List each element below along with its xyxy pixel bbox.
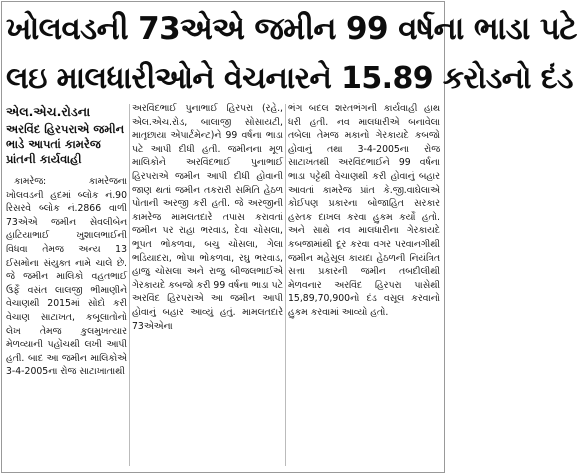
column-3-text: ભંગ બદલ શરતભંગની કાર્યવાહી હાથ ધરી હતી. નવ માલધારીએ બનાવેલા તબેલા તેમજ મકાનો ગેરકાયદે કબજો હોવાનું તથા 3-4-2005ના રોજ સાટાખતથી અરવિંદભાઈને 99 વર્ષના ભાડા પટ્ટેથી વેચાણથી કરી હોવાનું બહાર આવતાં કામરેજ પ્રાંત કે.જી.વાઘેલાએ કોઈપણ પ્રકારના બોજાહિત સરકાર હસ્તક દાખલ કરવા હુકમ કર્યો હતો. અને સાથે નવ માલધારીના ગેરકાયદે કબજામાંથી દૂર કરવા વગર પરવાનગીથી જમીન મહેસૂલ કાયદા હેઠળની નિયંત્રિત સત્તા પ્રકારની જમીન તબદીલીથી મેળવનાર અરવિંદ હિરપરા પાસેથી 15,89,70,900નો દંડ વસૂલ કરવાનો હુકમ કરવામાં આવ્યો હતો. [288,103,440,318]
column-divider [285,104,286,466]
article-column-3 [288,102,440,470]
byline: એલ.એચ.રોડના [6,104,91,119]
article-column-1 [6,102,127,470]
headline-line-2: લઇ માલધારીઓને વેચનારને 15.89 કરોડનો દંડ [6,61,573,96]
subheading: અરવિંદ હિરપરાએ જમીન ભાડે આપતાં કામરેજ પ્રાંતની કાર્યવાહી [6,122,125,166]
column-1-text: કામરેજ: કામરેજના ખોલવડની હદમાં બ્લોક નં.90 રિસરવે બ્લોક નં.2866 વાળી 73એએ જમીન સેવલીબેન હાટિયાભાઈ ખુશાલભાઈની વિધવા તેમજ અન્ય 13 ઈસમોના સંયુક્ત નામે ચાલે છે. જે જમીન માલિકો વહતભાઈ ઉર્ફે વસંત લાલજી ભીમાણીને વેચાણથી 2015માં સોદો કરી વેચાણ સાટાખત, કબૂલાતોનો લેખ તેમજ કુલમુખત્યાર મેળવ્યાની પહોંચથી લખી આપી હતી. બાદ આ જમીન માલિકોએ 3-4-2005ના રોજ સાટાખાતાથી [6,176,127,378]
headline-line-1: ખોલવડની 73એએ જમીન 99 વર્ષના ભાડા પટે [6,11,577,47]
column-2-text: અરવિંદભાઈ પુનાભાઈ હિરપરા (રહે., એલ.એચ.રોડ, બાલાજી સોસાયટી, માતૃછાયા એપાર્ટમેન્ટ)ને 99 વર્ષના ભાડા પટે આપી દીધી હતી. જમીનના મૂળ માલિકોને અરવિંદભાઈ પુનાભાઈ હિરપરાએ જમીન આપી દીધી હોવાની જાણ થતાં જમીન તકરારી સમિતિ હેઠળ પોતાની અરજી કરી હતી. જે અરજીની કામરેજ મામલતદારે તપાસ કરાવતાં જમીન પર રાહા ભરવાડ, દેવા ચોસલા, ભૂપત ભોકળવા, બચુ ચોસલા, ગેલા ભડિયાદરા, ભોપા ભોકળવા, રઘુ ભરવાડ, હાજુ ચોસલા અને રાજુ બીજલભાઈએ ગેરકાયદે કબજો કરી 99 વર્ષના ભાડા પટે અરવિંદ હિરપરાએ આ જમીન આપી હોવાનું બહાર આવ્યું હતું. મામલતદારે 73એએના [132,103,283,332]
article-column-2 [132,102,283,470]
headline [6,4,577,102]
column-divider [129,104,130,466]
